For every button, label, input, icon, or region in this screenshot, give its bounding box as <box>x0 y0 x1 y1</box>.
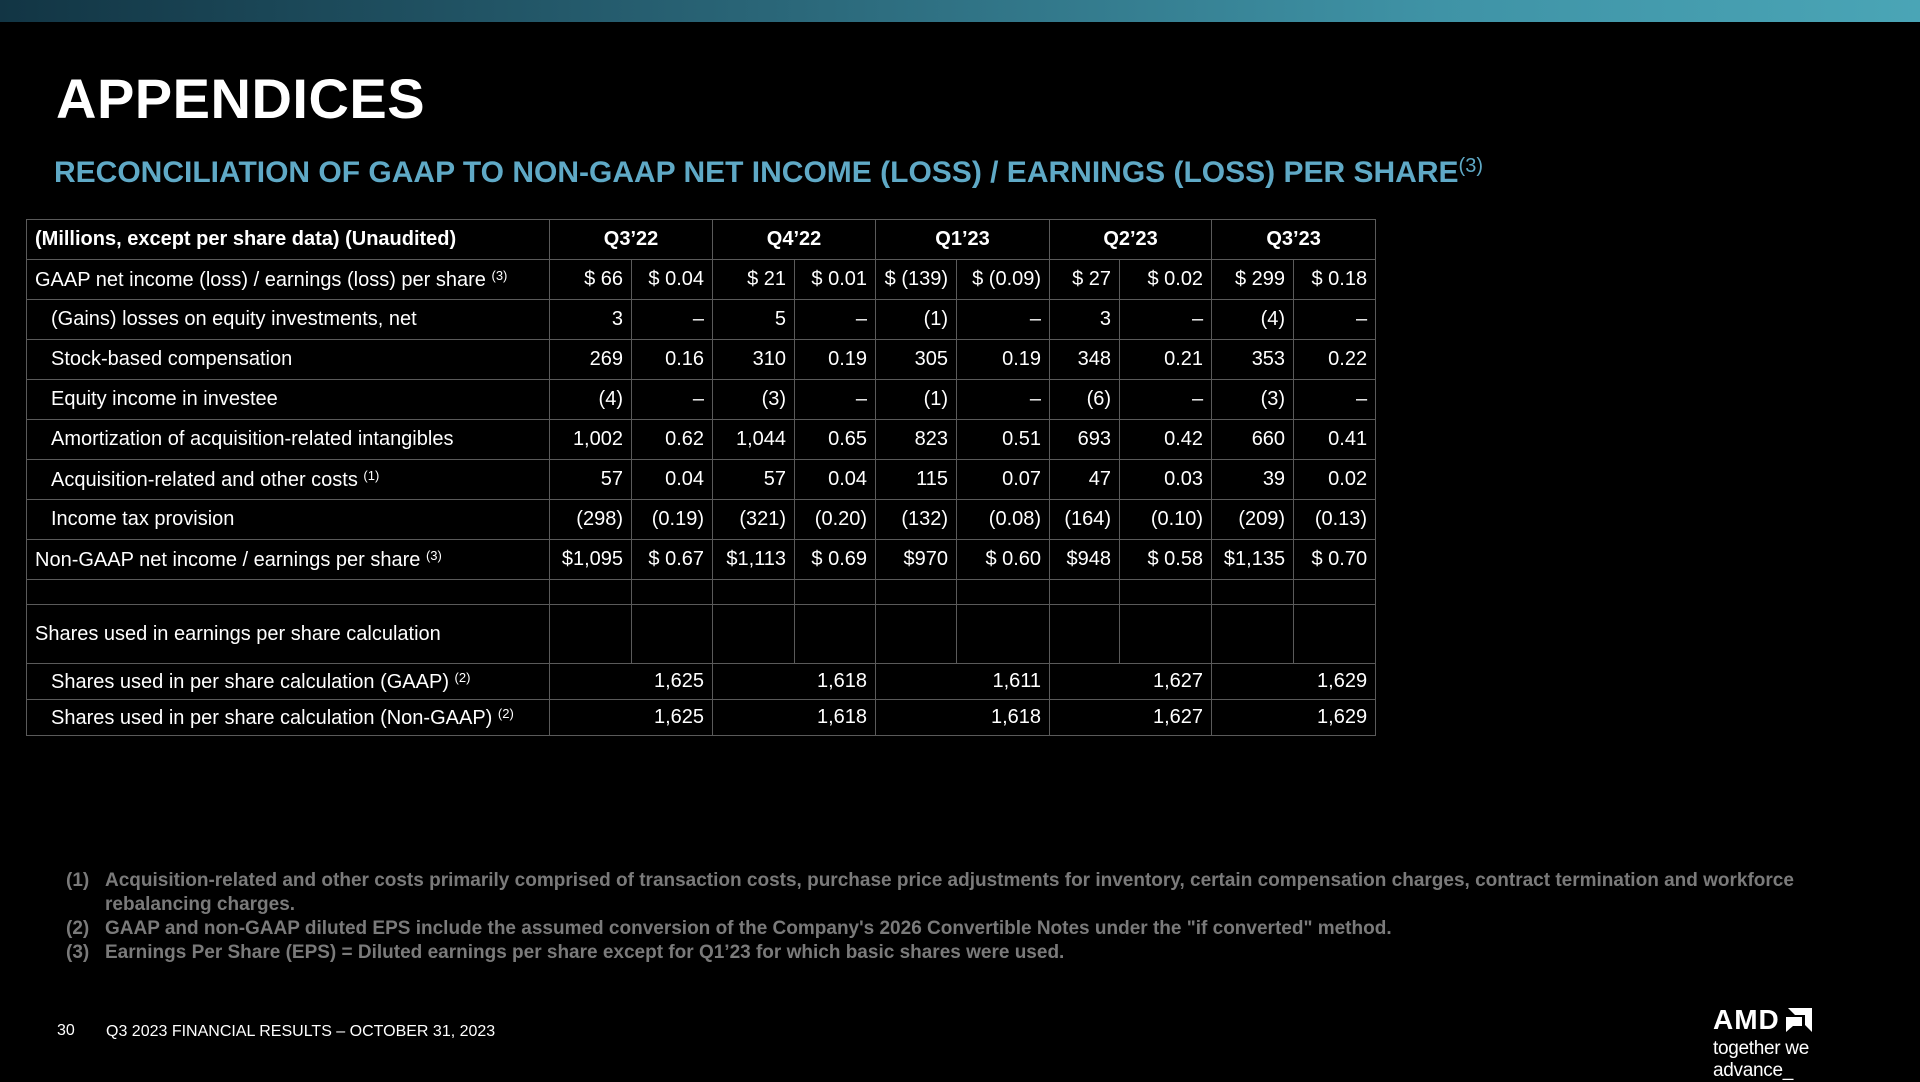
table-cell: (209) <box>1212 500 1294 540</box>
period-header: Q2’23 <box>1050 220 1212 260</box>
table-row <box>27 300 1376 340</box>
subtitle-footnote-ref: (3) <box>1458 155 1483 177</box>
table-cell: 693 <box>1050 420 1120 460</box>
empty-cell <box>1120 580 1212 605</box>
row-label-text: Amortization of acquisition-related intangibles <box>51 428 454 450</box>
table-cell: (0.08) <box>957 500 1050 540</box>
reconciliation-table <box>26 219 1376 736</box>
row-label-text: Acquisition-related and other costs <box>51 468 358 491</box>
empty-cell <box>957 605 1050 664</box>
row-label <box>27 664 550 700</box>
empty-cell <box>876 580 957 605</box>
footnote-ref: (2) <box>497 705 514 721</box>
table-cell: (0.13) <box>1294 500 1376 540</box>
table-cell: – <box>795 380 876 420</box>
table-cell: (0.20) <box>795 500 876 540</box>
shares-row <box>27 700 1376 736</box>
table-cell: 0.03 <box>1120 460 1212 500</box>
table-cell: (3) <box>1212 380 1294 420</box>
table-cell: 115 <box>876 460 957 500</box>
table-cell: (1) <box>876 380 957 420</box>
row-label-text: (Gains) losses on equity investments, net <box>51 308 417 330</box>
shares-value: 1,618 <box>713 700 876 736</box>
row-label-text: Non-GAAP net income / earnings per share <box>35 548 421 571</box>
table-cell: (1) <box>876 300 957 340</box>
empty-cell <box>27 580 550 605</box>
footnote-number: (3) <box>66 942 90 963</box>
footnote-ref: (2) <box>454 669 471 685</box>
subtitle-text: RECONCILIATION OF GAAP TO NON-GAAP NET INCOME (LOSS) / EARNINGS (LOSS) PER SHARE <box>54 156 1459 189</box>
empty-cell <box>1050 580 1120 605</box>
header-label: (Millions, except per share data) (Unaudited) <box>27 220 550 260</box>
empty-cell <box>632 605 713 664</box>
table-cell: 0.22 <box>1294 340 1376 380</box>
table-cell: (4) <box>550 380 632 420</box>
footnote-ref: (3) <box>425 547 442 563</box>
amd-arrow-icon <box>1786 1008 1812 1032</box>
table-cell: – <box>632 300 713 340</box>
footnote-ref: (3) <box>491 267 508 283</box>
table-cell: (3) <box>713 380 795 420</box>
footnote-text: Acquisition-related and other costs primarily comprised of transaction costs, purchase price adjustments for inventory, certain compensation charges, contract termination and workforce rebalancing charges. <box>105 870 1794 915</box>
table-cell: 0.21 <box>1120 340 1212 380</box>
table-spacer-row <box>27 580 1376 605</box>
shares-value: 1,625 <box>550 664 713 700</box>
shares-value: 1,618 <box>713 664 876 700</box>
shares-value: 1,627 <box>1050 700 1212 736</box>
table-cell: $1,113 <box>713 540 795 580</box>
footnote-text: Earnings Per Share (EPS) = Diluted earnings per share except for Q1’23 for which basic shares were used. <box>105 942 1065 963</box>
table-cell: 0.41 <box>1294 420 1376 460</box>
table-cell: 348 <box>1050 340 1120 380</box>
table-cell: $ 0.69 <box>795 540 876 580</box>
table-cell: 0.42 <box>1120 420 1212 460</box>
table-cell: $ 66 <box>550 260 632 300</box>
row-label-text: Shares used in per share calculation (Non-GAAP) <box>51 706 493 729</box>
footnote <box>66 917 1806 941</box>
table-cell: $ 21 <box>713 260 795 300</box>
empty-cell <box>876 605 957 664</box>
shares-value: 1,629 <box>1212 700 1376 736</box>
table-cell: $1,095 <box>550 540 632 580</box>
table-cell: 1,002 <box>550 420 632 460</box>
period-header: Q4’22 <box>713 220 876 260</box>
row-label <box>27 460 550 500</box>
table-cell: – <box>957 300 1050 340</box>
page-title: APPENDICES <box>56 67 426 130</box>
shares-heading-row <box>27 605 1376 664</box>
table-cell: 39 <box>1212 460 1294 500</box>
table-cell: 823 <box>876 420 957 460</box>
table-cell: 0.04 <box>632 460 713 500</box>
table-cell: – <box>1120 300 1212 340</box>
table-cell: $ 0.60 <box>957 540 1050 580</box>
table-cell: $ 0.01 <box>795 260 876 300</box>
row-label <box>27 300 550 340</box>
empty-cell <box>713 605 795 664</box>
table-cell: 310 <box>713 340 795 380</box>
table-cell: 0.62 <box>632 420 713 460</box>
empty-cell <box>632 580 713 605</box>
row-label <box>27 340 550 380</box>
table-cell: (132) <box>876 500 957 540</box>
table-cell: 0.16 <box>632 340 713 380</box>
table-cell: $ 299 <box>1212 260 1294 300</box>
table-cell: $ 27 <box>1050 260 1120 300</box>
empty-cell <box>957 580 1050 605</box>
table-cell: 57 <box>713 460 795 500</box>
table-cell: (4) <box>1212 300 1294 340</box>
footnote <box>66 941 1806 965</box>
table-cell: – <box>957 380 1050 420</box>
footnotes <box>66 869 1806 965</box>
table-cell: 3 <box>550 300 632 340</box>
empty-cell <box>795 605 876 664</box>
table-cell: 0.65 <box>795 420 876 460</box>
table-cell: (164) <box>1050 500 1120 540</box>
table-cell: $ 0.04 <box>632 260 713 300</box>
table-cell: 1,044 <box>713 420 795 460</box>
row-label-text: Shares used in per share calculation (GAAP) <box>51 670 449 693</box>
shares-value: 1,611 <box>876 664 1050 700</box>
empty-cell <box>1050 605 1120 664</box>
table-cell: 47 <box>1050 460 1120 500</box>
table-cell: 353 <box>1212 340 1294 380</box>
shares-value: 1,627 <box>1050 664 1212 700</box>
empty-cell <box>1120 605 1212 664</box>
table-cell: – <box>1294 300 1376 340</box>
shares-row <box>27 664 1376 700</box>
logo-tagline: together we advance_ <box>1713 1038 1809 1081</box>
empty-cell <box>550 605 632 664</box>
row-label <box>27 500 550 540</box>
top-accent-bar <box>0 0 1920 22</box>
table-cell: 0.51 <box>957 420 1050 460</box>
table-cell: $ 0.67 <box>632 540 713 580</box>
logo-wordmark: AMD <box>1713 1004 1780 1035</box>
row-label-text: Stock-based compensation <box>51 348 293 370</box>
table-cell: $1,135 <box>1212 540 1294 580</box>
table-row <box>27 460 1376 500</box>
row-label <box>27 380 550 420</box>
shares-value: 1,629 <box>1212 664 1376 700</box>
table-cell: $ (0.09) <box>957 260 1050 300</box>
table-cell: 0.19 <box>795 340 876 380</box>
empty-cell <box>713 580 795 605</box>
footnote <box>66 869 1806 917</box>
table-cell: $970 <box>876 540 957 580</box>
table-cell: (0.19) <box>632 500 713 540</box>
empty-cell <box>550 580 632 605</box>
table-cell: $ 0.02 <box>1120 260 1212 300</box>
footnote-number: (2) <box>66 918 90 939</box>
table-cell: 0.19 <box>957 340 1050 380</box>
amd-logo <box>1713 1004 1893 1081</box>
empty-cell <box>1294 605 1376 664</box>
footnote-ref: (1) <box>363 467 380 483</box>
table-cell: – <box>1294 380 1376 420</box>
table-cell: 0.02 <box>1294 460 1376 500</box>
table-cell: 0.07 <box>957 460 1050 500</box>
table-cell: 3 <box>1050 300 1120 340</box>
page-subtitle <box>54 155 1483 190</box>
table-row <box>27 540 1376 580</box>
row-label-text: GAAP net income (loss) / earnings (loss) per share <box>35 268 486 291</box>
empty-cell <box>1212 605 1294 664</box>
row-label <box>27 540 550 580</box>
table-cell: $ 0.70 <box>1294 540 1376 580</box>
table-cell: $ (139) <box>876 260 957 300</box>
table-cell: 5 <box>713 300 795 340</box>
table-cell: $948 <box>1050 540 1120 580</box>
row-label <box>27 420 550 460</box>
table-cell: 305 <box>876 340 957 380</box>
table-cell: (298) <box>550 500 632 540</box>
table-cell: $ 0.18 <box>1294 260 1376 300</box>
empty-cell <box>1212 580 1294 605</box>
table-cell: 660 <box>1212 420 1294 460</box>
table-cell: (6) <box>1050 380 1120 420</box>
table-cell: (321) <box>713 500 795 540</box>
empty-cell <box>795 580 876 605</box>
table-cell: 57 <box>550 460 632 500</box>
footer-text: Q3 2023 FINANCIAL RESULTS – OCTOBER 31, 2023 <box>106 1023 496 1040</box>
row-label <box>27 700 550 736</box>
page-number: 30 <box>57 1022 75 1039</box>
table-cell: – <box>795 300 876 340</box>
shares-value: 1,625 <box>550 700 713 736</box>
table-cell: – <box>1120 380 1212 420</box>
table-cell: – <box>632 380 713 420</box>
row-label <box>27 260 550 300</box>
table-row <box>27 260 1376 300</box>
row-label-text: Income tax provision <box>51 508 235 530</box>
empty-cell <box>1294 580 1376 605</box>
shares-value: 1,618 <box>876 700 1050 736</box>
footnote-text: GAAP and non-GAAP diluted EPS include the assumed conversion of the Company's 2026 Convertible Notes under the "if converted" method. <box>105 918 1392 939</box>
table-header-row <box>27 220 1376 260</box>
table-cell: (0.10) <box>1120 500 1212 540</box>
table-row <box>27 420 1376 460</box>
table-row <box>27 380 1376 420</box>
footnote-number: (1) <box>66 870 90 891</box>
table-row <box>27 340 1376 380</box>
row-label-text: Equity income in investee <box>51 388 278 410</box>
table-cell: $ 0.58 <box>1120 540 1212 580</box>
table-row <box>27 500 1376 540</box>
table-cell: 269 <box>550 340 632 380</box>
table-cell: 0.04 <box>795 460 876 500</box>
period-header: Q3’23 <box>1212 220 1376 260</box>
shares-heading: Shares used in earnings per share calculation <box>27 605 550 664</box>
period-header: Q1’23 <box>876 220 1050 260</box>
period-header: Q3’22 <box>550 220 713 260</box>
